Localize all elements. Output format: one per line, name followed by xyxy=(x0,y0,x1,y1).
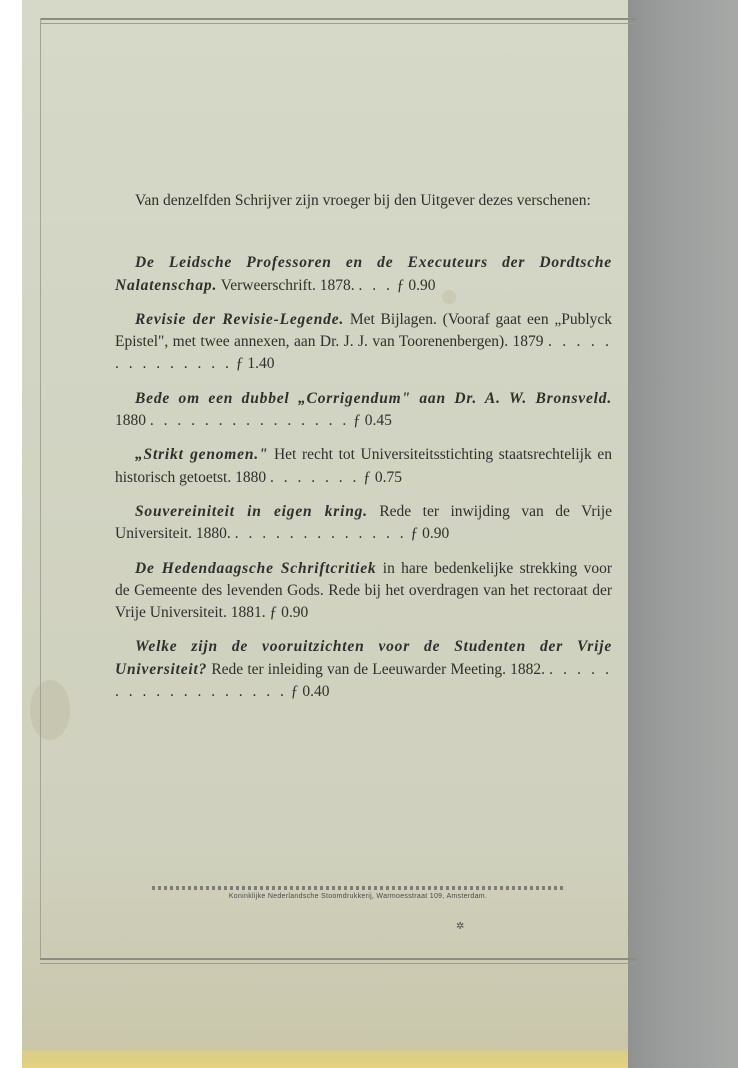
entry-title: De Leidsche Professoren en de Executeurs der Dordtsche Nalatenschap. xyxy=(115,254,612,294)
entry-leader: . . . . . . . . . . . . . xyxy=(234,525,407,543)
list-item xyxy=(115,252,612,297)
entry-title: Bede om een dubbel „Corrigendum" aan Dr. A. W. Bronsveld. xyxy=(135,389,612,407)
entry-price: ƒ 0.75 xyxy=(363,468,402,486)
publication-list xyxy=(115,190,612,715)
entry-text: Het recht tot Universiteitsstichting staatsrechtelijk en historisch getoetst. 1880 xyxy=(115,446,612,486)
entry-leader: . . . . . . . xyxy=(270,468,360,486)
paper-stain xyxy=(30,680,70,740)
entry-price: ƒ 0.45 xyxy=(353,412,392,430)
list-item xyxy=(115,558,612,625)
book-spine-shadow xyxy=(628,0,738,1068)
border-rule-left xyxy=(40,18,41,958)
entry-price: ƒ 1.40 xyxy=(235,355,275,373)
entry-leader: . . . . . . . . . . . . . . . . . . xyxy=(115,660,613,701)
border-rule-top xyxy=(40,18,636,20)
entry-title: De Hedendaagsche Schriftcritiek xyxy=(135,559,377,577)
entry-leader: . . . . . . . . . . . . . . xyxy=(115,333,612,373)
border-rule-bottom-inner xyxy=(40,963,636,964)
border-rule-bottom xyxy=(40,958,636,960)
printer-ornament-icon: ✲ xyxy=(456,921,465,932)
entry-text: Rede ter inleiding van de Leeuwarder Meeting. 1882. xyxy=(211,660,545,678)
entry-text: Met Bijlagen. (Vooraf gaat een „Publyck Epistel", met twee annexen, aan Dr. J. J. van Toorenenbergen). 1879 xyxy=(115,310,612,351)
entry-text: Verweerschrift. 1878. xyxy=(220,276,355,294)
entry-title: Revisie der Revisie-Legende. xyxy=(135,310,345,328)
list-item xyxy=(115,501,612,546)
decorative-wavy-rule xyxy=(152,886,564,890)
entry-title: „Strikt genomen." xyxy=(135,446,269,464)
entry-text: Rede ter inwijding van de Vrije Universiteit. 1880. xyxy=(115,502,613,543)
entry-price: ƒ 0.90 xyxy=(410,525,450,543)
entry-title: Souvereiniteit in eigen kring. xyxy=(135,502,368,520)
list-item xyxy=(115,388,612,433)
entry-leader: . . . . . . . . . . . . . . . xyxy=(149,412,350,430)
printer-imprint: Koninklijke Nederlandsche Stoomdrukkerij, Warmoesstraat 109, Amsterdam. xyxy=(228,893,488,900)
list-item xyxy=(115,636,612,703)
entry-price: ƒ 0.40 xyxy=(290,683,330,701)
intro-text: Van denzelfden Schrijver zijn vroeger bij den Uitgever dezes verschenen: xyxy=(135,192,591,209)
entry-leader: . . . xyxy=(358,276,393,294)
list-item xyxy=(115,444,612,489)
entry-price: ƒ 0.90 xyxy=(396,276,436,294)
entry-price: ƒ 0.90 xyxy=(269,604,309,622)
scan-edge xyxy=(22,1050,628,1068)
entry-text: 1880 xyxy=(115,412,146,430)
list-item xyxy=(115,309,612,376)
entry-text: in hare bedenkelijke strekking voor de Gemeente des levenden Gods. Rede bij het overdragen van het rectoraat der Vrije Universiteit. 1881. xyxy=(115,559,613,622)
border-rule-top-inner xyxy=(40,23,636,24)
entry-title: Welke zijn de vooruitzichten voor de Studenten der Vrije Universiteit? xyxy=(115,638,612,678)
